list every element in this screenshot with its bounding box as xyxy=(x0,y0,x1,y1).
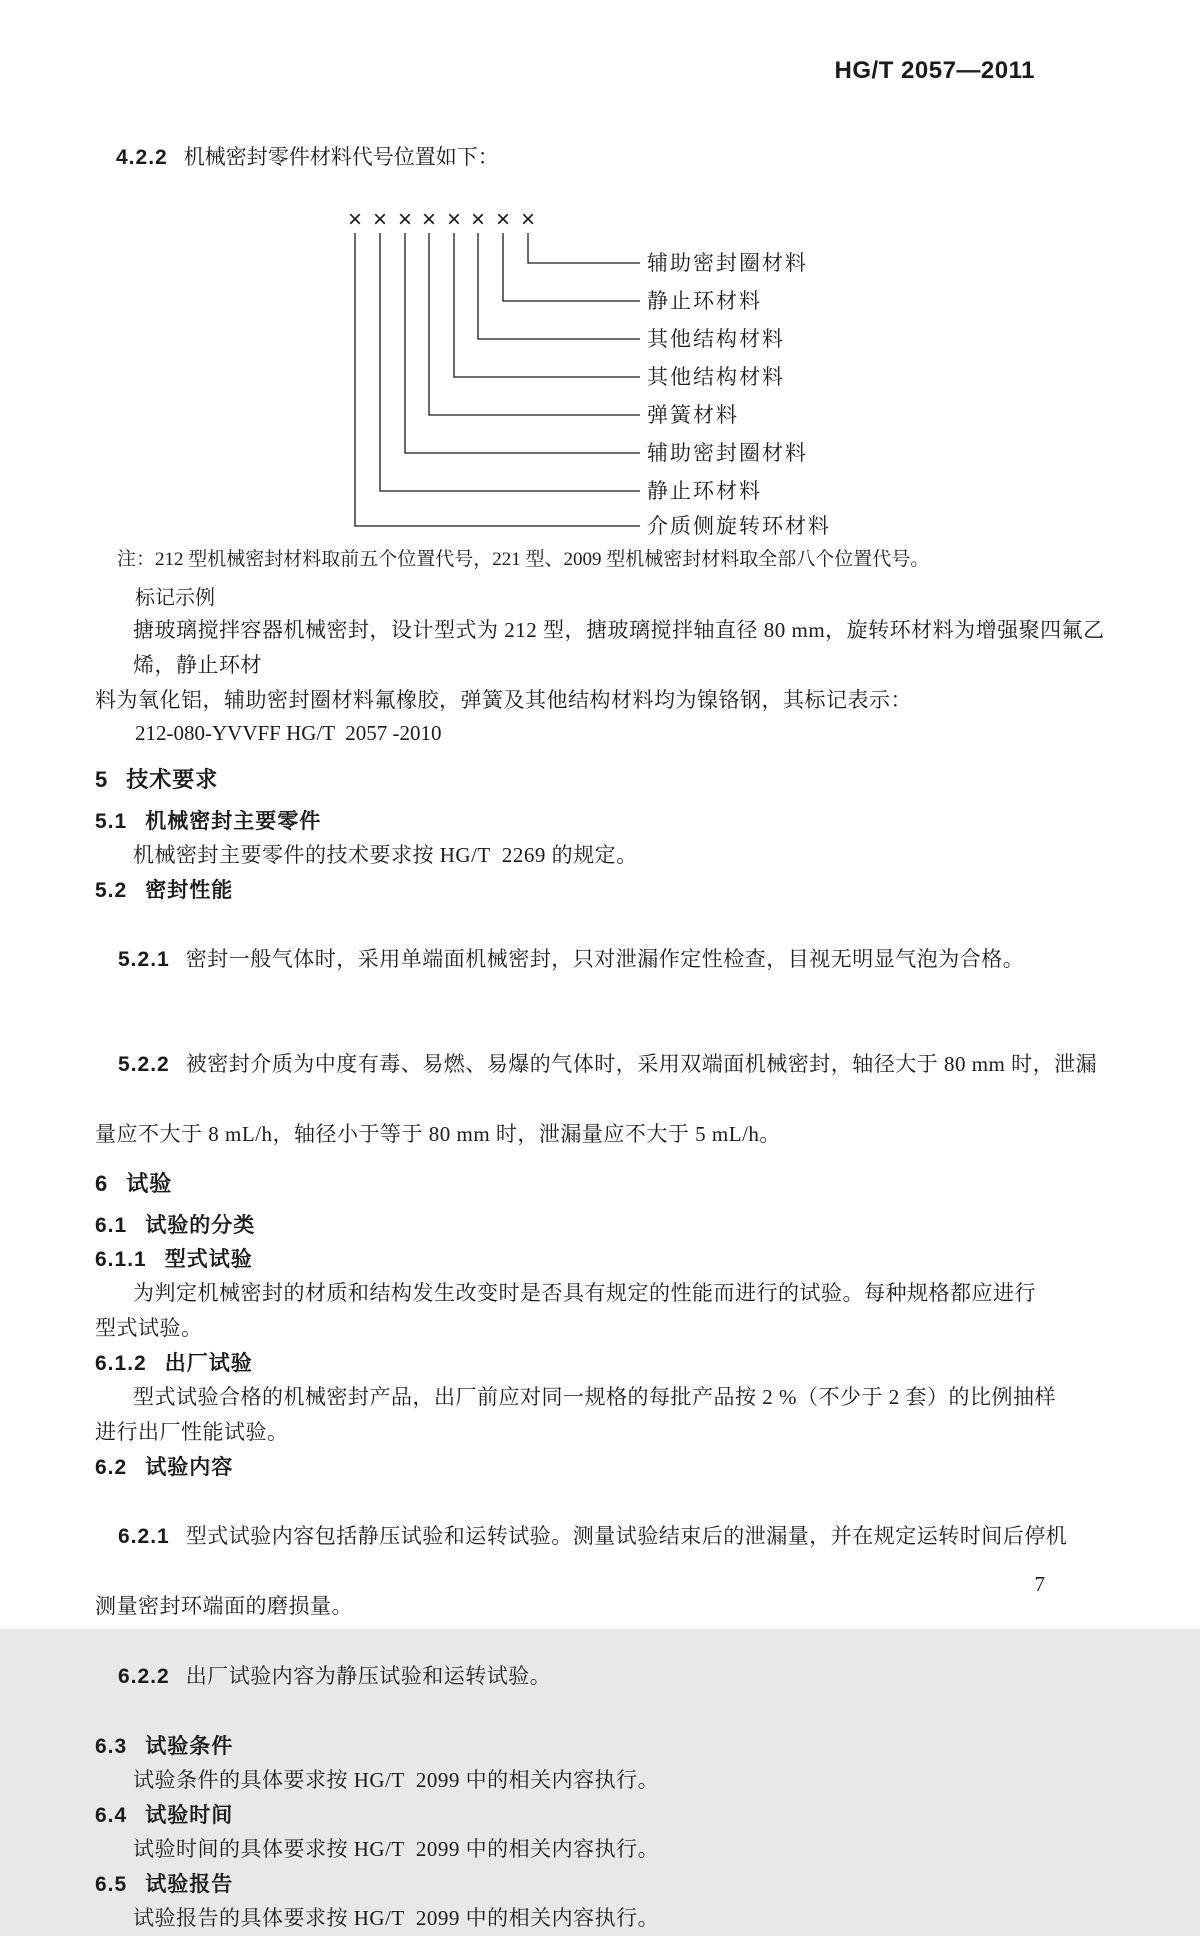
section-title: 机械密封主要零件 xyxy=(145,810,322,833)
section-number: 6.2 xyxy=(95,1456,128,1479)
x-mark: × xyxy=(421,206,437,233)
body-line: 为判定机械密封的材质和结构发生改变时是否具有规定的性能而进行的试验。每种规格都应进行 xyxy=(133,1281,1036,1305)
clause-number: 6.2.1 xyxy=(118,1525,170,1548)
connector-line xyxy=(429,233,640,415)
x-mark: × xyxy=(347,206,363,233)
x-mark: × xyxy=(520,206,536,233)
page-number: 7 xyxy=(1034,1572,1045,1596)
section-title: 试验报告 xyxy=(145,1873,234,1896)
section-title: 型式试验 xyxy=(164,1248,253,1271)
section-title: 试验的分类 xyxy=(145,1214,256,1237)
section-title: 试验时间 xyxy=(145,1804,234,1827)
section-6-1-2-heading xyxy=(95,1348,1110,1380)
section-title: 试验 xyxy=(126,1171,173,1196)
section-number: 5 xyxy=(95,767,109,792)
section-6-heading xyxy=(95,1168,1110,1200)
diagram-labels xyxy=(647,251,831,538)
clause-4-2-2 xyxy=(95,112,1110,203)
clause-6-2-1-continuation: 测量密封环端面的磨损量。 xyxy=(95,1594,353,1618)
section-6-2-heading xyxy=(95,1452,1110,1484)
section-number: 6.4 xyxy=(95,1804,128,1827)
diagram-label: 辅助密封圈材料 xyxy=(647,441,808,465)
section-number: 6 xyxy=(95,1171,109,1196)
x-mark: × xyxy=(397,206,413,233)
connector-lines xyxy=(355,233,640,526)
diagram-label: 介质侧旋转环材料 xyxy=(647,514,831,538)
section-5-heading xyxy=(95,764,1110,796)
section-number: 6.1.1 xyxy=(95,1248,147,1271)
body-line: 试验时间的具体要求按 HG/T 2099 中的相关内容执行。 xyxy=(133,1837,660,1861)
connector-line xyxy=(405,233,640,453)
clause-number: 6.2.2 xyxy=(118,1665,170,1688)
x-mark: × xyxy=(372,206,388,233)
body-line: 型式试验。 xyxy=(95,1316,203,1340)
diagram-label: 其他结构材料 xyxy=(647,365,785,389)
x-mark: × xyxy=(470,206,486,233)
section-6-5-heading xyxy=(95,1869,1110,1901)
clause-5-2-2 xyxy=(95,1012,1110,1117)
section-title: 技术要求 xyxy=(126,767,219,792)
section-title: 试验条件 xyxy=(145,1735,234,1758)
diagram-label: 其他结构材料 xyxy=(647,327,785,351)
section-6-1-1-heading xyxy=(95,1244,1110,1276)
example-paragraph-line: 搪玻璃搅拌容器机械密封，设计型式为 212 型，搪玻璃搅拌轴直径 80 mm，旋转环材料为增强聚四氟乙烯，静止环材 xyxy=(133,618,1105,677)
connector-line xyxy=(478,233,640,339)
clause-5-2-1 xyxy=(95,907,1110,1012)
section-6-3-heading xyxy=(95,1731,1110,1763)
section-title: 试验内容 xyxy=(145,1456,234,1479)
body-line: 试验报告的具体要求按 HG/T 2099 中的相关内容执行。 xyxy=(133,1906,660,1930)
section-6-4-heading xyxy=(95,1800,1110,1832)
diagram-label: 静止环材料 xyxy=(647,289,762,313)
section-title: 出厂试验 xyxy=(164,1352,253,1375)
clause-text: 机械密封零件材料代号位置如下： xyxy=(183,145,499,169)
clause-number: 5.2.2 xyxy=(118,1053,170,1076)
connector-line xyxy=(355,233,640,526)
body-line: 试验条件的具体要求按 HG/T 2099 中的相关内容执行。 xyxy=(133,1768,660,1792)
section-number: 6.3 xyxy=(95,1735,128,1758)
clause-number: 4.2.2 xyxy=(116,146,168,169)
designation-code: 212-080-YVVFF HG/T 2057 -2010 xyxy=(135,721,442,745)
doc-code: HG/T 2057—2011 xyxy=(834,57,1035,84)
section-6-1-heading xyxy=(95,1210,1110,1242)
example-title: 标记示例 xyxy=(135,587,215,609)
clause-number: 5.2.1 xyxy=(118,948,170,971)
diagram-label: 静止环材料 xyxy=(647,479,762,503)
diagram-label: 弹簧材料 xyxy=(647,403,739,427)
connector-line xyxy=(380,233,640,491)
example-paragraph-line: 料为氧化铝，辅助密封圈材料氟橡胶，弹簧及其他结构材料均为镍铬钢，其标记表示： xyxy=(95,688,912,712)
body-line: 型式试验合格的机械密封产品，出厂前应对同一规格的每批产品按 2 %（不少于 2 套）的比例抽样 xyxy=(133,1385,1056,1409)
section-5-1-heading xyxy=(95,806,1110,838)
x-mark: × xyxy=(495,206,511,233)
material-code-position-diagram xyxy=(95,203,1105,543)
connector-line xyxy=(503,233,640,301)
clause-5-2-2-continuation: 量应不大于 8 mL/h，轴径小于等于 80 mm 时，泄漏量应不大于 5 mL/h。 xyxy=(95,1122,781,1146)
body-line: 进行出厂性能试验。 xyxy=(95,1420,289,1444)
section-5-2-heading xyxy=(95,875,1110,907)
section-number: 5.1 xyxy=(95,810,128,833)
section-number: 6.5 xyxy=(95,1873,128,1896)
clause-6-2-2 xyxy=(95,1624,1110,1729)
section-title: 密封性能 xyxy=(145,879,234,902)
clause-text: 密封一般气体时，采用单端面机械密封，只对泄漏作定性检查，目视无明显气泡为合格。 xyxy=(185,947,1025,971)
diagram-label: 辅助密封圈材料 xyxy=(647,251,808,275)
section-number: 6.1.2 xyxy=(95,1352,147,1375)
clause-6-2-1 xyxy=(95,1484,1110,1589)
section-number: 6.1 xyxy=(95,1214,128,1237)
x-mark: × xyxy=(446,206,462,233)
body-line: 机械密封主要零件的技术要求按 HG/T 2269 的规定。 xyxy=(133,843,638,867)
connector-line xyxy=(528,233,640,263)
clause-text: 出厂试验内容为静压试验和运转试验。 xyxy=(185,1664,552,1688)
section-number: 5.2 xyxy=(95,879,128,902)
x-marks-row xyxy=(348,206,535,233)
clause-text: 型式试验内容包括静压试验和运转试验。测量试验结束后的泄漏量，并在规定运转时间后停机 xyxy=(185,1524,1068,1548)
diagram-note: 注：212 型机械密封材料取前五个位置代号，221 型、2009 型机械密封材料取全部八个位置代号。 xyxy=(117,549,930,570)
connector-line xyxy=(454,233,640,377)
clause-text: 被密封介质为中度有毒、易燃、易爆的气体时，采用双端面机械密封，轴径大于 80 mm 时，泄漏 xyxy=(185,1052,1098,1076)
